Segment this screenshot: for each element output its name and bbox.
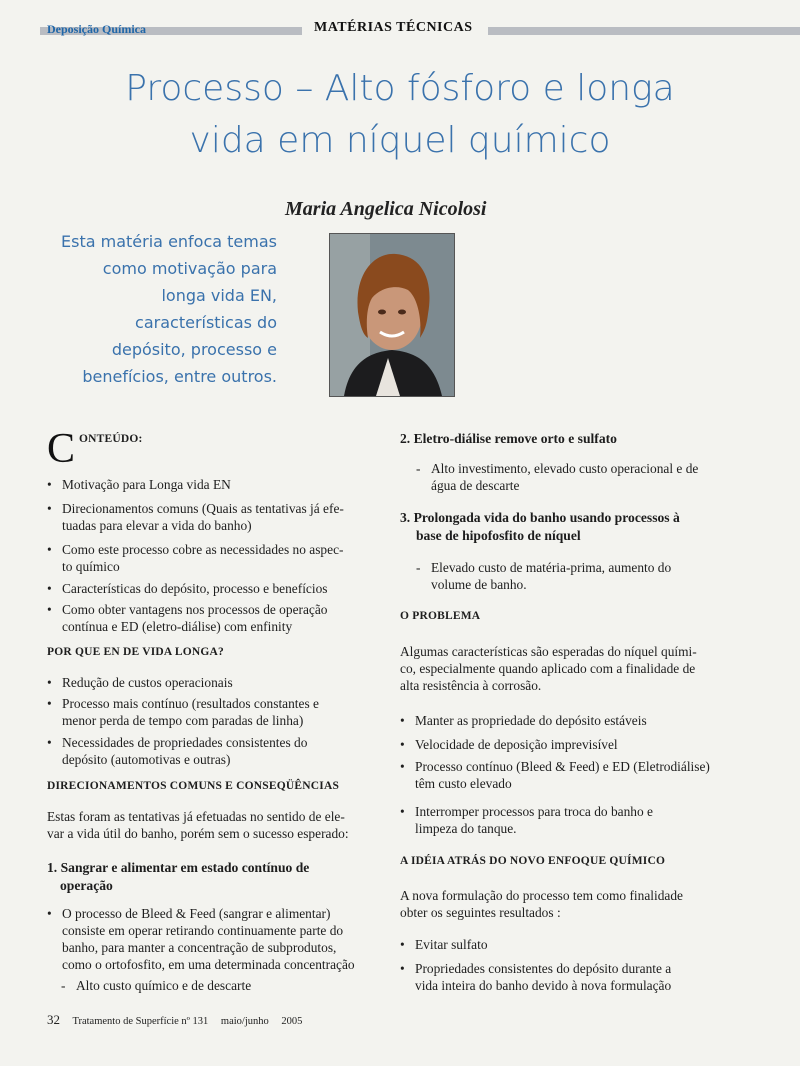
list-item: • Processo mais contínuo (resultados constantes e menor perda de tempo com paradas de linha) [62,695,380,729]
list-item: • Velocidade de deposição imprevisível [415,736,618,753]
intro-line: características do [135,313,277,332]
issue-months: maio/junho [220,1016,269,1027]
section-heading-ideia: A IDÉIA ATRÁS DO NOVO ENFOQUE QUÍMICO [400,855,666,867]
intro-line: Esta matéria enfoca temas [61,232,277,251]
list-item: • Redução de custos operacionais [62,674,233,691]
list-item: • Como obter vantagens nos processos de operação contínua e ED (eletro-diálise) com enfinity [62,601,380,635]
list-item: • Manter as propriedade do depósito estáveis [415,712,647,729]
subheading-2: 2. Eletro-diálise remove orto e sulfato [400,431,617,446]
intro-line: longa vida EN, [161,286,277,305]
list-item: • Interromper processos para troca do banho e limpeza do tanque. [415,803,739,837]
section-label: Deposição Química [47,22,146,36]
category-label: MATÉRIAS TÉCNICAS [314,20,473,35]
section-heading-direcionamentos: DIRECIONAMENTOS COMUNS E CONSEQÜÊNCIAS [47,780,340,792]
intro-line: benefícios, entre outros. [82,367,277,386]
intro-line: depósito, processo e [111,340,277,359]
list-item: - Elevado custo de matéria-prima, aumento do volume de banho. [431,559,739,593]
problema-text: Algumas características são esperadas do níquel quími- co, especialmente quando aplicado com a finalidade de alta resistência à corrosão. [400,644,697,693]
section-heading-por-que: POR QUE EN DE VIDA LONGA? [47,646,224,658]
list-item: • Necessidades de propriedades consistentes do depósito (automotivas e outras) [62,734,380,768]
list-item: • Características do depósito, processo e benefícios [62,580,328,597]
list-item: • Propriedades consistentes do depósito durante a vida inteira do banho devido à nova formulação [415,960,739,994]
list-item: • Como este processo cobre as necessidades no aspec- to químico [62,541,380,575]
page-title-line2: vida em níquel químico [189,120,611,161]
page-title-line1: Processo – Alto fósforo e longa [125,68,675,109]
author-photo [329,233,455,397]
list-item: • Processo contínuo (Bleed & Feed) e ED (Eletrodiálise) têm custo elevado [415,758,739,792]
page-footer [47,1012,312,1028]
list-item: - Alto custo químico e de descarte [76,977,251,994]
list-item: • Motivação para Longa vida EN [62,476,231,493]
list-item: - Alto investimento, elevado custo operacional e de água de descarte [431,460,739,494]
subheading-3: 3. Prolongada vida do banho usando processos à base de hipofosfito de níquel [400,510,680,543]
section-heading-problema: O PROBLEMA [400,610,481,622]
direcionamentos-text: Estas foram as tentativas já efetuadas no sentido de ele- var a vida útil do banho, porém sem o sucesso esperado: [47,809,349,841]
ideia-text: A nova formulação do processo tem como finalidade obter os seguintes resultados : [400,888,683,920]
issue-year: 2005 [281,1016,303,1027]
subheading-1: 1. Sangrar e alimentar em estado contínuo de operação [47,860,310,893]
magazine-name: Tratamento de Superfície nº 131 [72,1016,209,1027]
dropcap: C [47,426,76,472]
page-number: 32 [47,1012,60,1027]
list-item: • O processo de Bleed & Feed (sangrar e alimentar) consiste em operar retirando continuamente parte do banho, para manter a concentração de subprodutos, como o ortofosfito, em uma determinada concentração [62,905,380,973]
section-heading-conteudo: ONTEÚDO: [79,433,143,445]
header-rule-right [488,27,800,35]
author-name: Maria Angelica Nicolosi [285,198,487,220]
list-item: • Direcionamentos comuns (Quais as tentativas já efe- tuadas para elevar a vida do banho) [62,500,380,534]
intro-line: como motivação para [102,259,277,278]
list-item: • Evitar sulfato [415,936,488,953]
